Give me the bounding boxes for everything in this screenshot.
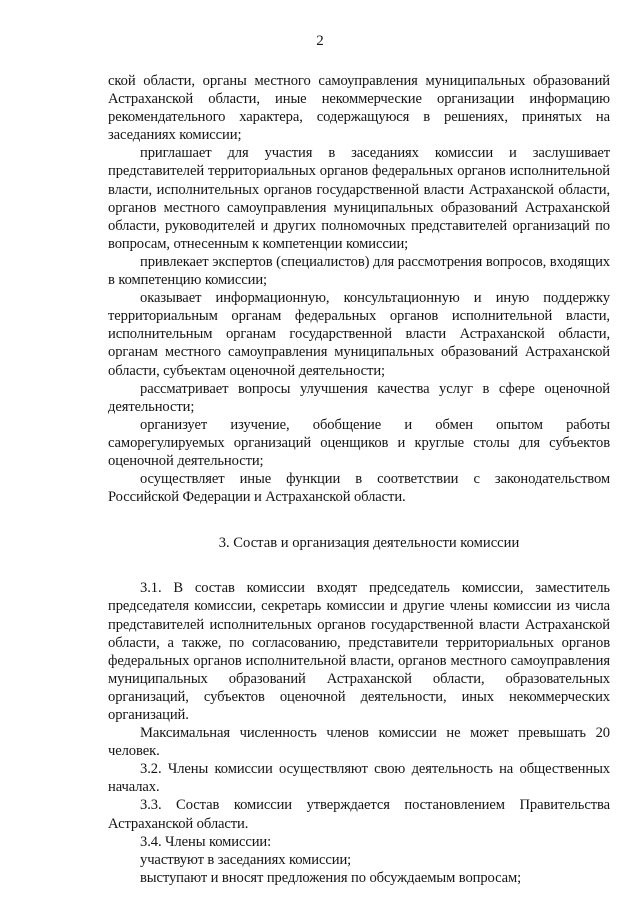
paragraph: 3.4. Члены комиссии: xyxy=(140,833,272,850)
paragraph: оказывает информационную, консультационную и иную поддержку территориальным органам федеральных органов исполнительной власти, исполнительным органам государственной власти Астраханской области, органам местного самоуправления муниципальных образований Астраханской области, субъектам оценочной деятельности; xyxy=(108,290,610,379)
paragraph: Максимальная численность членов комиссии не может превышать 20 человек. xyxy=(108,725,610,760)
paragraph: рассматривает вопросы улучшения качества услуг в сфере оценочной деятельности; xyxy=(108,380,610,415)
paragraph: 3.1. В состав комиссии входят председатель комиссии, заместитель председателя комиссии, секретарь комиссии и другие члены комиссии из числа представителей исполнительных органов государственной власти Астраханской области, а также, по согласованию, представители территориальных органов федеральных органов исполнительной власти, органов местного самоуправления муниципальных образований Астраханской области, образовательных организаций, субъектов оценочной деятельности, иных некоммерческих организаций. xyxy=(108,580,610,723)
paragraph: 3.3. Состав комиссии утверждается постановлением Правительства Астраханской области. xyxy=(108,797,610,832)
paragraph: участвуют в заседаниях комиссии; xyxy=(140,851,352,868)
section-heading: 3. Состав и организация деятельности комиссии xyxy=(218,535,520,552)
paragraph: 3.2. Члены комиссии осуществляют свою деятельность на общественных началах. xyxy=(108,761,610,796)
document-body xyxy=(108,72,610,887)
paragraph: выступают и вносят предложения по обсуждаемым вопросам; xyxy=(140,869,522,886)
paragraph: приглашает для участия в заседаниях комиссии и заслушивает представителей территориальных органов федеральных органов исполнительной власти, исполнительных органов государственной власти Астраханской области, органов местного самоуправления муниципальных образований Астраханской области, руководителей и других полномочных представителей организаций по вопросам, отнесенным к компетенции комиссии; xyxy=(108,145,610,252)
paragraph: привлекает экспертов (специалистов) для рассмотрения вопросов, входящих в компетенцию комиссии; xyxy=(108,253,610,289)
paragraph: организует изучение, обобщение и обмен опытом работы саморегулируемых организаций оценщиков и круглые столы для субъектов оценочной деятельности; xyxy=(108,416,610,469)
page-number: 2 xyxy=(316,33,324,49)
paragraph: ской области, органы местного самоуправления муниципальных образований Астраханской области, иные некоммерческие организации информацию рекомендательного характера, содержащуюся в решениях, принятых на заседаниях комиссии; xyxy=(108,73,610,144)
paragraph: осуществляет иные функции в соответствии с законодательством Российской Федерации и Астраханской области. xyxy=(108,471,610,506)
